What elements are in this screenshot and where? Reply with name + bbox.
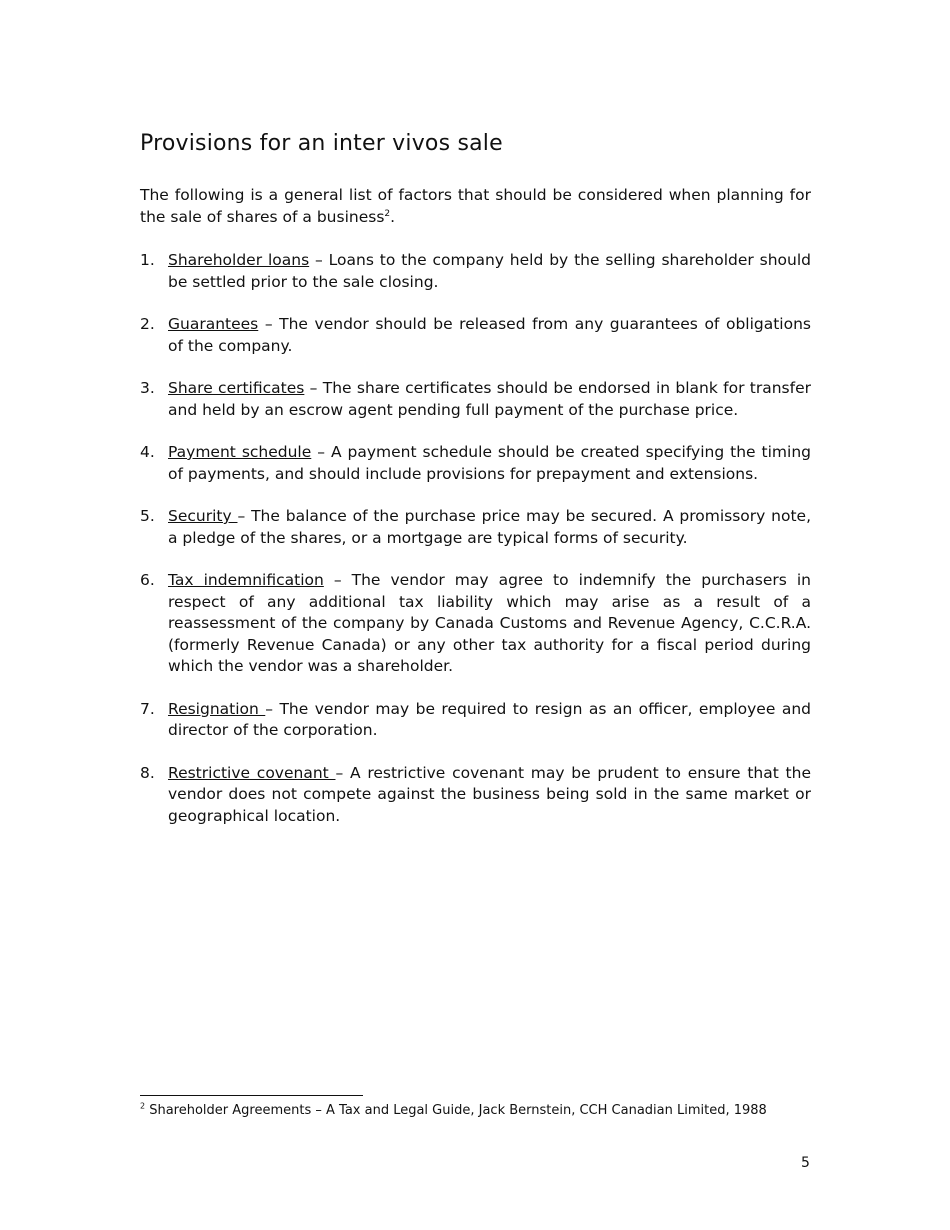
list-item: [140, 314, 811, 357]
section-title: Provisions for an inter vivos sale: [140, 131, 503, 156]
intro-paragraph: [140, 185, 811, 228]
item-term: Security: [168, 507, 238, 525]
item-number: 7.: [140, 699, 155, 718]
item-text: – The share certificates should be endorsed in blank for transfer and held by an escrow agent pending full payment of the purchase price.: [168, 379, 811, 419]
item-term: Guarantees: [168, 315, 259, 333]
item-term: Restrictive covenant: [168, 763, 336, 782]
footnote-reference[interactable]: 2: [384, 208, 391, 219]
item-text: – Loans to the company held by the selling shareholder should be settled prior to the sale closing.: [168, 251, 811, 291]
item-text: – A payment schedule should be created specifying the timing of payments, and should include provisions for prepayment and extensions.: [168, 443, 811, 483]
item-number: 2.: [140, 315, 155, 333]
item-number: 1.: [140, 251, 155, 269]
item-number: 4.: [140, 443, 155, 461]
list-item: [140, 506, 811, 549]
list-item: [140, 699, 811, 742]
footnote-marker: 2: [140, 1101, 146, 1111]
item-number: 5.: [140, 507, 155, 525]
footnote-text: Shareholder Agreements – A Tax and Legal Guide, Jack Bernstein, CCH Canadian Limited, 1988: [145, 1103, 767, 1118]
item-term: Tax indemnification: [168, 571, 324, 589]
page-number: 5: [801, 1155, 810, 1171]
footnote-divider: [140, 1095, 363, 1096]
item-number: 6.: [140, 571, 155, 589]
intro-end: .: [390, 207, 396, 226]
list-item: [140, 570, 811, 678]
item-term: Payment schedule: [168, 443, 312, 461]
intro-text: The following is a general list of factors that should be considered when planning for the sale of shares of a business: [140, 186, 811, 226]
item-text: – The balance of the purchase price may be secured. A promissory note, a pledge of the shares, or a mortgage are typical forms of security.: [168, 507, 811, 547]
item-term: Resignation: [168, 699, 266, 718]
item-term: Share certificates: [168, 379, 305, 397]
footnote: [140, 1101, 820, 1120]
item-text: – A restrictive covenant may be prudent to ensure that the vendor does not compete against the business being sold in the same market or geographical location.: [168, 763, 811, 825]
item-text: – The vendor may be required to resign as an officer, employee and director of the corporation.: [168, 699, 811, 739]
item-text: – The vendor may agree to indemnify the purchasers in respect of any additional tax liability which may arise as a result of a reassessment of the company by Canada Customs and Revenue Agency, C.C.R.A. (formerly Revenue Canada) or any other tax authority for a fiscal period during which the vendor was a shareholder.: [168, 571, 811, 675]
provisions-list: [140, 250, 811, 848]
item-term: Shareholder loans: [168, 251, 310, 269]
list-item: [140, 378, 811, 421]
item-number: 3.: [140, 379, 155, 397]
list-item: [140, 442, 811, 485]
list-item: [140, 763, 811, 828]
list-item: [140, 250, 811, 293]
item-number: 8.: [140, 763, 155, 782]
item-text: – The vendor should be released from any guarantees of obligations of the company.: [168, 315, 811, 355]
